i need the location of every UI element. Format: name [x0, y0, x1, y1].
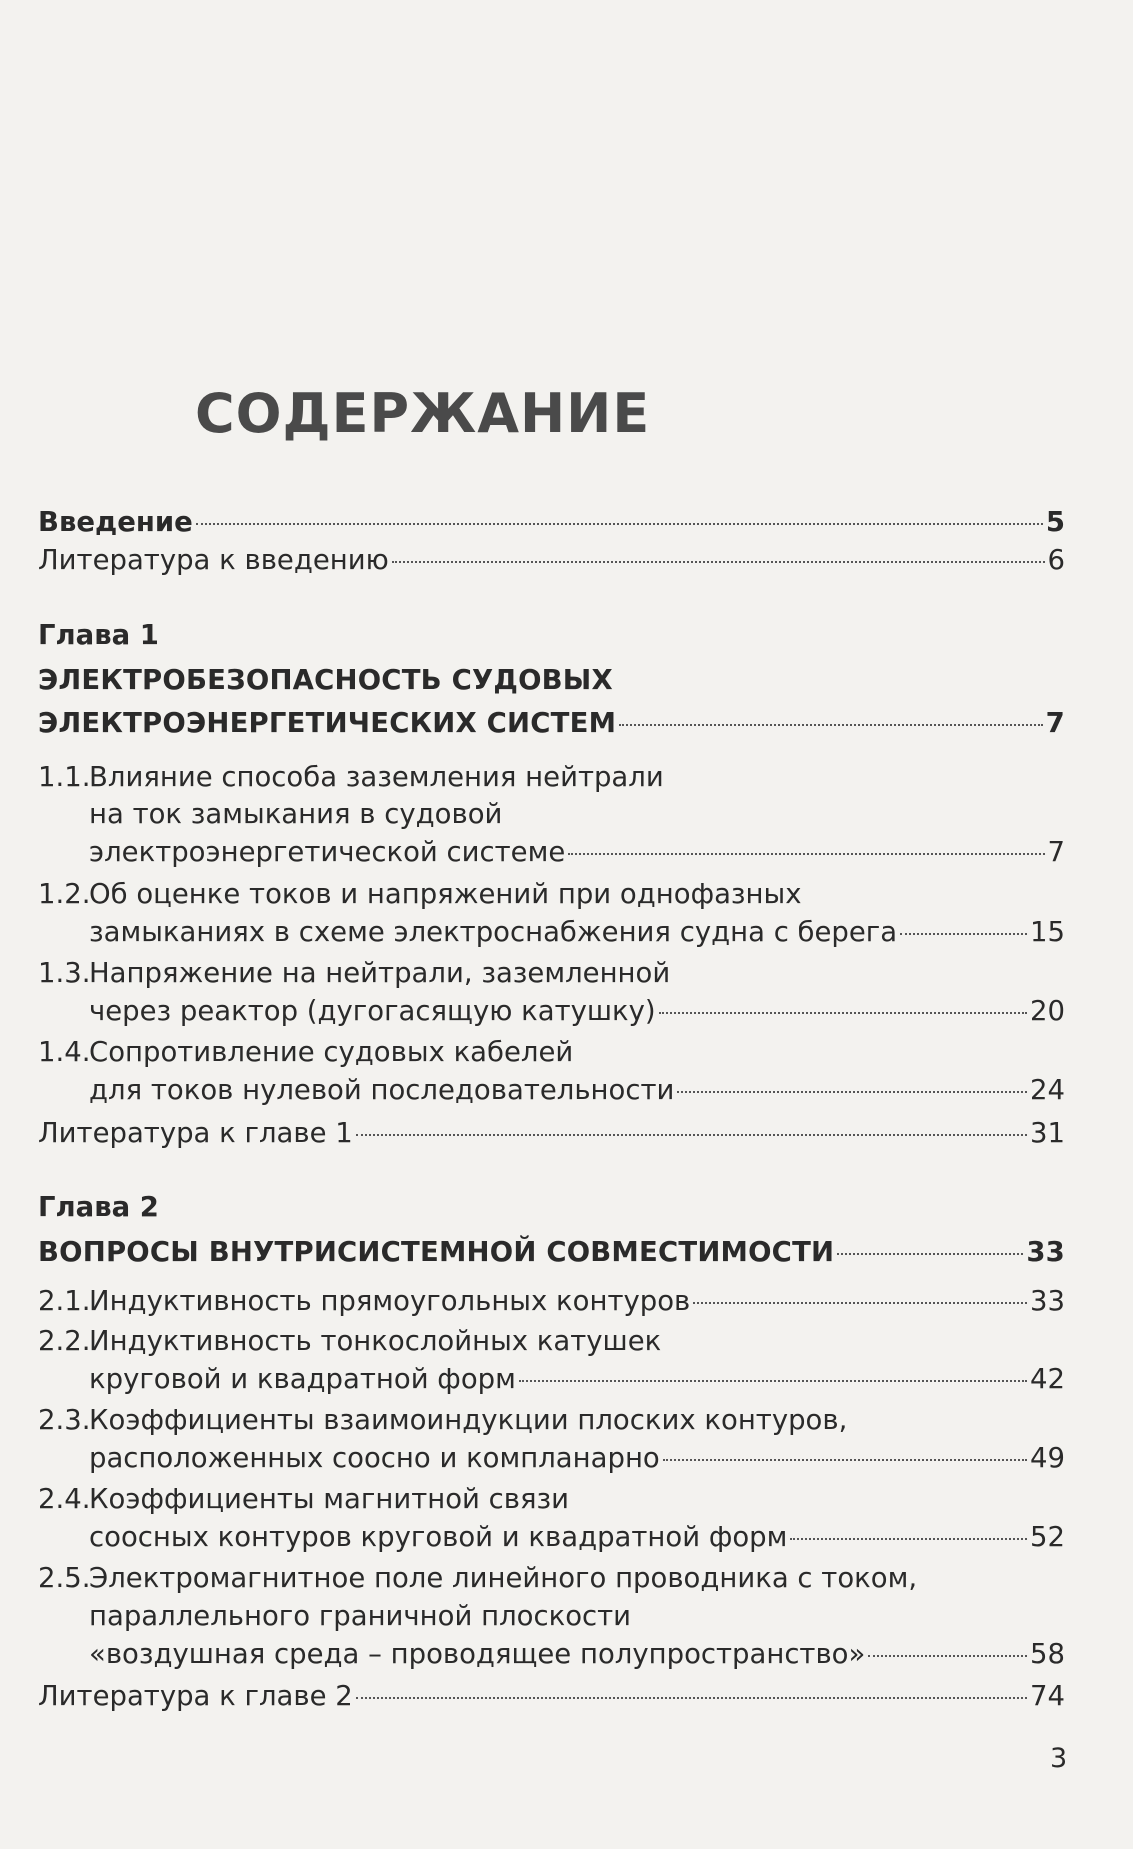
section-title: Электромагнитное поле линейного проводника с током, [89, 1562, 918, 1594]
toc-entry-1-1-line1[interactable] [38, 758, 1065, 796]
toc-entry-1-1-line3[interactable] [38, 833, 1065, 871]
toc-page-number: 42 [1030, 1363, 1065, 1395]
toc-entry-1-1-line2 [38, 795, 1065, 833]
toc-entry-label: Введение [38, 506, 193, 538]
section-title: для токов нулевой последовательности [89, 1074, 675, 1106]
section-title: Индуктивность прямоугольных контуров [89, 1285, 691, 1317]
chapter-1-label [38, 616, 1065, 654]
toc-entry-2-2-line1[interactable] [38, 1322, 1065, 1360]
section-title: Напряжение на нейтрали, заземленной [89, 957, 671, 989]
leader-dots [568, 853, 1044, 855]
toc-entry-1-2-line1[interactable] [38, 875, 1065, 913]
chapter-title-text: ЭЛЕКТРОБЕЗОПАСНОСТЬ СУДОВЫХ [38, 664, 613, 696]
toc-entry-label: Литература к введению [38, 544, 389, 576]
section-title: Коэффициенты взаимоиндукции плоских контуров, [89, 1404, 848, 1436]
section-title: Коэффициенты магнитной связи [89, 1483, 570, 1515]
section-number: 1.2. [38, 878, 91, 910]
toc-entry-2-4-line2[interactable] [38, 1518, 1065, 1556]
toc-page-number: 7 [1045, 707, 1065, 739]
toc-page-number: 20 [1030, 995, 1065, 1027]
leader-dots [196, 523, 1043, 525]
section-title: Влияние способа заземления нейтрали [89, 761, 664, 793]
toc-entry-intro-literature[interactable] [38, 541, 1065, 579]
toc-entry-label: Литература к главе 2 [38, 1680, 353, 1712]
chapter-2-label [38, 1188, 1065, 1226]
section-title: Индуктивность тонкослойных катушек [89, 1325, 662, 1357]
toc-page-number: 33 [1026, 1236, 1065, 1268]
section-title: расположенных соосно и компланарно [89, 1442, 660, 1474]
toc-entry-2-5-line3[interactable] [38, 1635, 1065, 1673]
section-number: 2.3. [38, 1404, 91, 1436]
section-title: на ток замыкания в судовой [89, 798, 503, 830]
toc-entry-ch2-literature[interactable] [38, 1677, 1065, 1715]
toc-page-number: 24 [1030, 1074, 1065, 1106]
leader-dots [900, 933, 1027, 935]
toc-entry-2-3-line1[interactable] [38, 1401, 1065, 1439]
toc-entry-2-3-line2[interactable] [38, 1439, 1065, 1477]
section-number: 2.2. [38, 1325, 91, 1357]
toc-page-number: 74 [1030, 1680, 1065, 1712]
section-title: круговой и квадратной форм [89, 1363, 516, 1395]
section-number: 1.3. [38, 957, 91, 989]
toc-entry-intro[interactable] [38, 503, 1065, 541]
section-title: «воздушная среда – проводящее полупространство» [89, 1638, 866, 1670]
leader-dots [677, 1091, 1027, 1093]
toc-page-number: 5 [1045, 506, 1065, 538]
toc-page-number: 7 [1047, 836, 1065, 868]
toc-entry-ch1-literature[interactable] [38, 1114, 1065, 1152]
leader-dots [837, 1253, 1023, 1255]
chapter-title-text: ЭЛЕКТРОЭНЕРГЕТИЧЕСКИХ СИСТЕМ [38, 707, 617, 739]
leader-dots [619, 724, 1043, 726]
section-number: 2.5. [38, 1562, 91, 1594]
toc-entry-2-5-line1[interactable] [38, 1559, 1065, 1597]
toc-entry-label: Литература к главе 1 [38, 1117, 353, 1149]
section-title: через реактор (дугогасящую катушку) [89, 995, 656, 1027]
leader-dots [392, 561, 1045, 563]
toc-page-number: 31 [1030, 1117, 1065, 1149]
chapter-title-text: ВОПРОСЫ ВНУТРИСИСТЕМНОЙ СОВМЕСТИМОСТИ [38, 1236, 835, 1268]
toc-page-number: 33 [1030, 1285, 1065, 1317]
section-title: параллельного граничной плоскости [89, 1600, 632, 1632]
section-number: 1.4. [38, 1036, 91, 1068]
leader-dots [693, 1302, 1027, 1304]
page-number: 3 [1050, 1743, 1068, 1774]
leader-dots [790, 1538, 1027, 1540]
section-title: Сопротивление судовых кабелей [89, 1036, 574, 1068]
leader-dots [663, 1459, 1027, 1461]
section-number: 1.1. [38, 761, 91, 793]
toc-page-number: 52 [1030, 1521, 1065, 1553]
toc-page-number: 15 [1030, 916, 1065, 948]
toc-page-number: 49 [1030, 1442, 1065, 1474]
toc-entry-1-4-line1[interactable] [38, 1033, 1065, 1071]
leader-dots [659, 1012, 1027, 1014]
toc-entry-1-2-line2[interactable] [38, 913, 1065, 951]
toc-entry-2-5-line2 [38, 1597, 1065, 1635]
toc-page-number: 6 [1047, 544, 1065, 576]
chapter-2-title[interactable] [38, 1233, 1065, 1271]
toc-entry-1-3-line1[interactable] [38, 954, 1065, 992]
leader-dots [868, 1655, 1027, 1657]
toc-heading: СОДЕРЖАНИЕ [195, 382, 651, 445]
chapter-1-title-line1 [38, 661, 1065, 699]
chapter-label: Глава 1 [38, 619, 159, 651]
section-number: 2.1. [38, 1285, 91, 1317]
section-title: электроэнергетической системе [89, 836, 566, 868]
chapter-1-title-line2[interactable] [38, 704, 1065, 742]
leader-dots [519, 1380, 1027, 1382]
leader-dots [356, 1134, 1027, 1136]
toc-entry-2-2-line2[interactable] [38, 1360, 1065, 1398]
leader-dots [356, 1697, 1027, 1699]
toc-entry-1-3-line2[interactable] [38, 992, 1065, 1030]
toc-entry-1-4-line2[interactable] [38, 1071, 1065, 1109]
section-title: Об оценке токов и напряжений при однофазных [89, 878, 802, 910]
toc-entry-2-1[interactable] [38, 1282, 1065, 1320]
chapter-label: Глава 2 [38, 1191, 159, 1223]
section-title: замыканиях в схеме электроснабжения судна с берега [89, 916, 898, 948]
section-title: соосных контуров круговой и квадратной форм [89, 1521, 788, 1553]
section-number: 2.4. [38, 1483, 91, 1515]
toc-entry-2-4-line1[interactable] [38, 1480, 1065, 1518]
toc-page-number: 58 [1030, 1638, 1065, 1670]
